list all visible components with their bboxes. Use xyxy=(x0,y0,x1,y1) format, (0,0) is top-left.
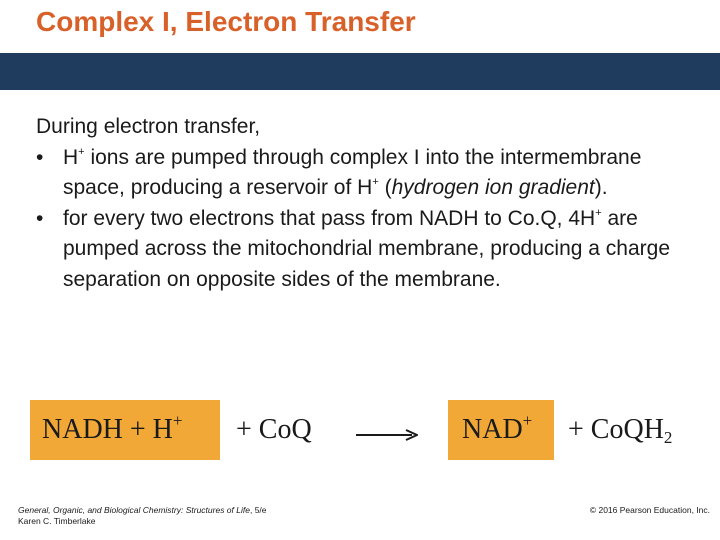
reaction-arrow-icon xyxy=(356,429,418,441)
nad-label: NAD xyxy=(462,414,523,445)
footer-author: Karen C. Timberlake xyxy=(18,516,96,526)
bullet1-text-c: ( xyxy=(378,176,392,199)
reaction-equation xyxy=(0,400,720,460)
bullet1-text-d: ). xyxy=(594,176,608,199)
bullet2-text-b: are pumped across the mitochondrial membrane, producing a charge separation on opposite sides of the membrane. xyxy=(63,206,671,291)
nad-charge: + xyxy=(522,411,533,430)
slide-title: Complex I, Electron Transfer xyxy=(36,6,416,37)
h-charge: + xyxy=(172,411,183,430)
intro-text: During electron transfer, xyxy=(36,115,261,138)
title-band xyxy=(0,53,720,90)
nad-term xyxy=(462,411,533,446)
coq-term: + CoQ xyxy=(236,414,312,445)
nadh-h-term xyxy=(42,411,183,446)
slide-body xyxy=(36,112,706,295)
bullet1-text-b: ions are pumped through complex I into the intermembrane space, producing a reservoir of H xyxy=(63,145,642,199)
coqh-subscript: 2 xyxy=(663,428,673,447)
footer-copyright: © 2016 Pearson Education, Inc. xyxy=(589,505,710,515)
bullet-dot: • xyxy=(36,206,44,230)
bullet1-text-a: H xyxy=(63,145,79,169)
coqh-label: + CoQH xyxy=(568,414,664,445)
bullet1-sup-b: + xyxy=(372,176,379,188)
bullet1-italic: hydrogen ion gradient xyxy=(391,176,595,199)
footer-edition: , 5/e xyxy=(249,505,267,515)
bullet1-sup-a: + xyxy=(78,145,85,158)
footer-citation xyxy=(18,505,267,527)
coqh2-term xyxy=(568,414,672,446)
bullet-item-1 xyxy=(36,143,706,204)
bullet-dot: • xyxy=(36,145,44,169)
bullet-item-2 xyxy=(36,204,706,296)
nadh-label: NADH + H xyxy=(42,414,173,445)
bullet2-sup-a: + xyxy=(595,206,602,219)
footer-book-title: General, Organic, and Biological Chemistry: Structures of Life xyxy=(18,505,250,515)
bullet2-text-a: for every two electrons that pass from NADH to Co.Q, 4H xyxy=(63,206,596,230)
